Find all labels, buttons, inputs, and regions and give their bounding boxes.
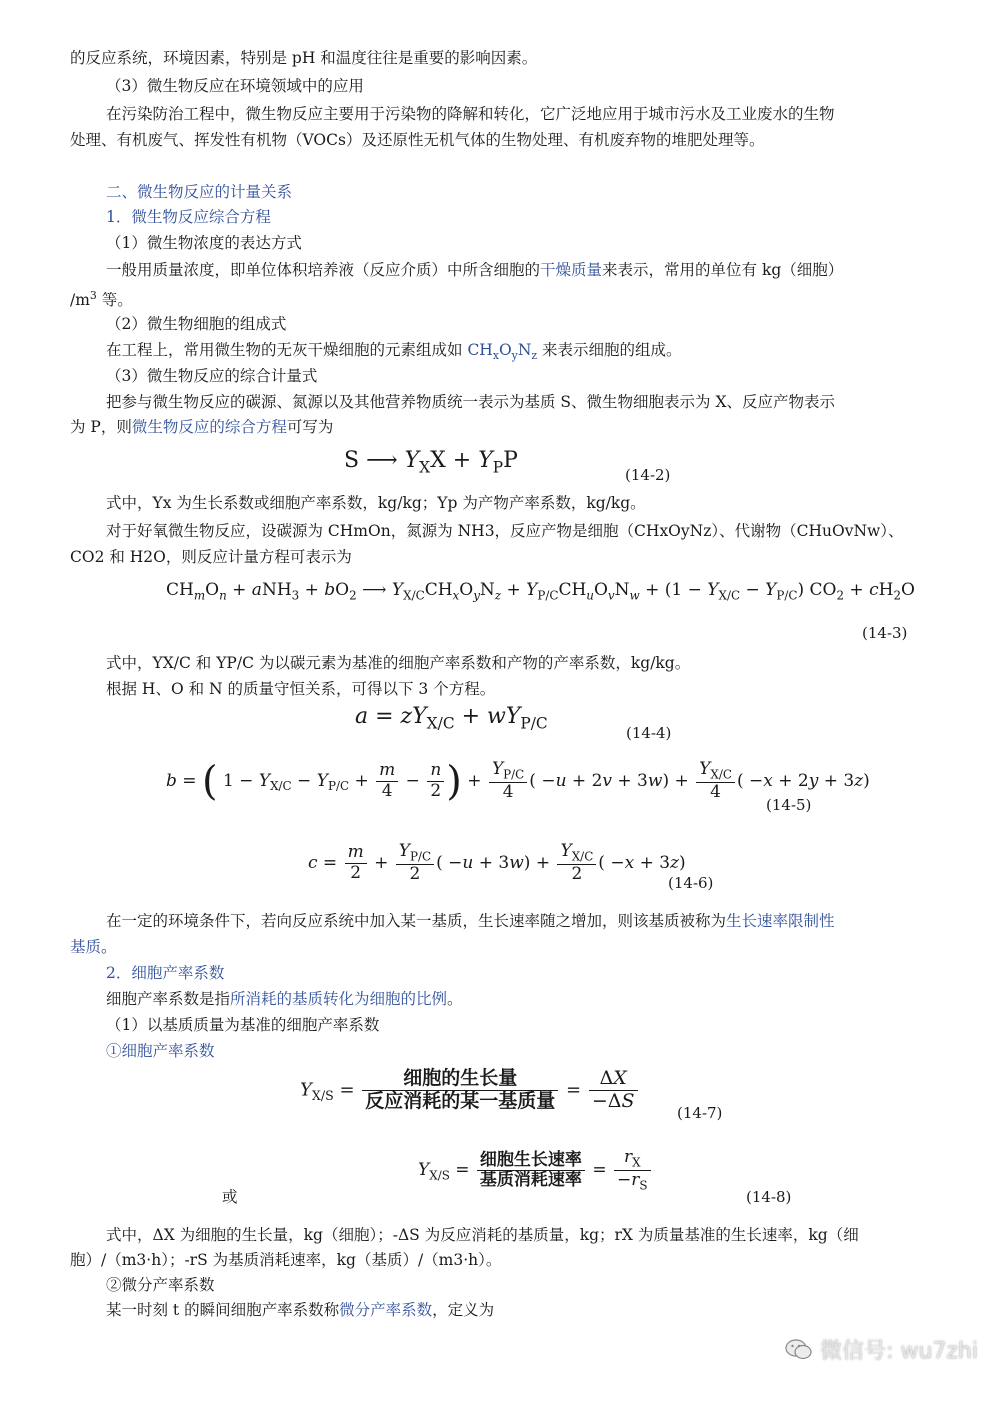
paragraph-line: CO2 和 H2O，则反应计量方程可表示为 <box>70 548 352 566</box>
paragraph-line: 处理、有机废气、挥发性有机物（VOCs）及还原性无机气体的生物处理、有机废弃物的堆肥处理等。 <box>70 131 765 149</box>
paragraph-line: 胞）/（m3·h）；-rS 为基质消耗速率，kg（基质）/（m3·h）。 <box>70 1251 502 1269</box>
subsection-title: ②微分产率系数 <box>106 1276 215 1294</box>
equation-14-5: b = ( $1 - Y_{X/C} - Y_{P/C}$ + $\frac{m}{4}$ − $\frac{n}{2}$ ) + $\frac{Y_{P/C}}{4}$ ( −u + 2v + 3w) + $\frac{Y_{X/C}}{4}$ ( −x + 2y + 3z) <box>166 758 870 805</box>
paragraph-line: 把参与微生物反应的碳源、氮源以及其他营养物质统一表示为基质 S、微生物细胞表示为 X、反应产物表示 <box>106 393 836 411</box>
wechat-watermark <box>784 1334 978 1365</box>
highlight-term: 所消耗的基质转化为细胞的比例 <box>230 990 448 1008</box>
equation-14-3: $CH_mO_n + aNH_3 + bO_2$ ⟶ $Y_{X/C}CH_xO_yN_z + Y_{P/C}CH_uO_vN_w + (1 - Y_{X/C} - Y_{P/C}) CO_2 + cH_2O$ <box>166 580 915 603</box>
highlight-term: 干燥质量 <box>540 261 603 279</box>
paragraph-line: 某一时刻 t 的瞬间细胞产率系数称微分产率系数，定义为 <box>106 1301 495 1319</box>
heading-3: 2．细胞产率系数 <box>106 964 225 982</box>
equation-14-6: c = $\frac{m}{2}$ + $\frac{Y_{P/C}}{2}$ ( −u + 3w) + $\frac{Y_{X/C}}{2}$ ( −x + 3z) <box>308 841 686 885</box>
or-label: 或 <box>222 1188 238 1206</box>
paragraph-line: 为 P，则微生物反应的综合方程可写为 <box>70 418 334 436</box>
paragraph-line: 在一定的环境条件下，若向反应系统中加入某一基质，生长速率随之增加，则该基质被称为生长速率限制性 <box>106 912 835 930</box>
equation-14-2: S ⟶ $Y_XX + Y_PP$ <box>344 448 518 477</box>
watermark-text: 微信号: wu7zhi <box>820 1339 978 1364</box>
paragraph-intro: 的反应系统，环境因素，特别是 pH 和温度往往是重要的影响因素。 <box>70 49 538 67</box>
subsection-title: （1）微生物浓度的表达方式 <box>106 234 302 252</box>
equation-number: (14-2) <box>625 466 671 484</box>
paragraph-line: 基质。 <box>70 938 117 956</box>
paragraph-line: 细胞产率系数是指所消耗的基质转化为细胞的比例。 <box>106 990 463 1008</box>
paragraph-line: 一般用质量浓度，即单位体积培养液（反应介质）中所含细胞的干燥质量来表示，常用的单位有 kg（细胞） <box>106 261 844 279</box>
highlight-term: 生长速率限制性 <box>726 912 835 930</box>
equation-number: (14-6) <box>668 874 714 892</box>
equation-number: (14-7) <box>677 1104 723 1122</box>
equation-14-4: $a = zY_{X/C} + wY_{P/C}$ <box>355 704 548 733</box>
heading-3: 1．微生物反应综合方程 <box>106 208 271 226</box>
subsection-title: （2）微生物细胞的组成式 <box>106 315 287 333</box>
highlight-term: 微分产率系数 <box>339 1301 433 1319</box>
paragraph-line: 在污染防治工程中，微生物反应主要用于污染物的降解和转化，它广泛地应用于城市污水及工业废水的生物 <box>106 105 835 123</box>
heading-2: 二、微生物反应的计量关系 <box>106 183 293 201</box>
section-title-3: （3）微生物反应在环境领域中的应用 <box>106 77 364 95</box>
equation-number: (14-5) <box>766 796 812 814</box>
subsection-title: （1）以基质质量为基准的细胞产率系数 <box>106 1016 380 1034</box>
subsection-title: ①细胞产率系数 <box>106 1042 215 1060</box>
paragraph-line: 对于好氧微生物反应，设碳源为 CHmOn，氮源为 NH3，反应产物是细胞（CHxOyNz）、代谢物（CHuOvNw）、 <box>106 522 904 540</box>
equation-number: (14-4) <box>626 724 672 742</box>
equation-14-8: $Y_{X/S}$ = $\frac{\text{细胞生长速率}}{\text{基质消耗速率}}$ = $\frac{r_X}{-r_S}$ <box>418 1148 653 1193</box>
paragraph-line: 在工程上，常用微生物的无灰干燥细胞的元素组成如 $CH_xO_yN_z$ 来表示细胞的组成。 <box>106 341 682 363</box>
equation-14-7: $Y_{X/S}$ = $\frac{\text{细胞的生长量}}{\text{反应消耗的某一基质量}}$ = $\frac{\Delta X}{-\Delta S}$ <box>300 1068 640 1113</box>
paragraph-line: 式中，Yx 为生长系数或细胞产率系数，kg/kg；Yp 为产物产率系数，kg/kg。 <box>106 494 646 512</box>
paragraph-line: $/m^3$ 等。 <box>70 289 133 310</box>
cell-formula: $CH_xO_yN_z$ <box>467 341 538 363</box>
wechat-icon <box>784 1337 814 1363</box>
equation-number: (14-8) <box>746 1188 792 1206</box>
paragraph-line: 根据 H、O 和 N 的质量守恒关系，可得以下 3 个方程。 <box>106 680 496 698</box>
highlight-term: 微生物反应的综合方程 <box>131 418 287 436</box>
paragraph-line: 式中，ΔX 为细胞的生长量，kg（细胞）；-ΔS 为反应消耗的基质量，kg；rX 为质量基准的生长速率，kg（细 <box>106 1226 859 1244</box>
highlight-term: 基质 <box>70 938 102 956</box>
paragraph-line: 式中，YX/C 和 YP/C 为以碳元素为基准的细胞产率系数和产物的产率系数，kg/kg。 <box>106 654 691 672</box>
subsection-title: （3）微生物反应的综合计量式 <box>106 367 318 385</box>
equation-number: (14-3) <box>862 624 908 642</box>
